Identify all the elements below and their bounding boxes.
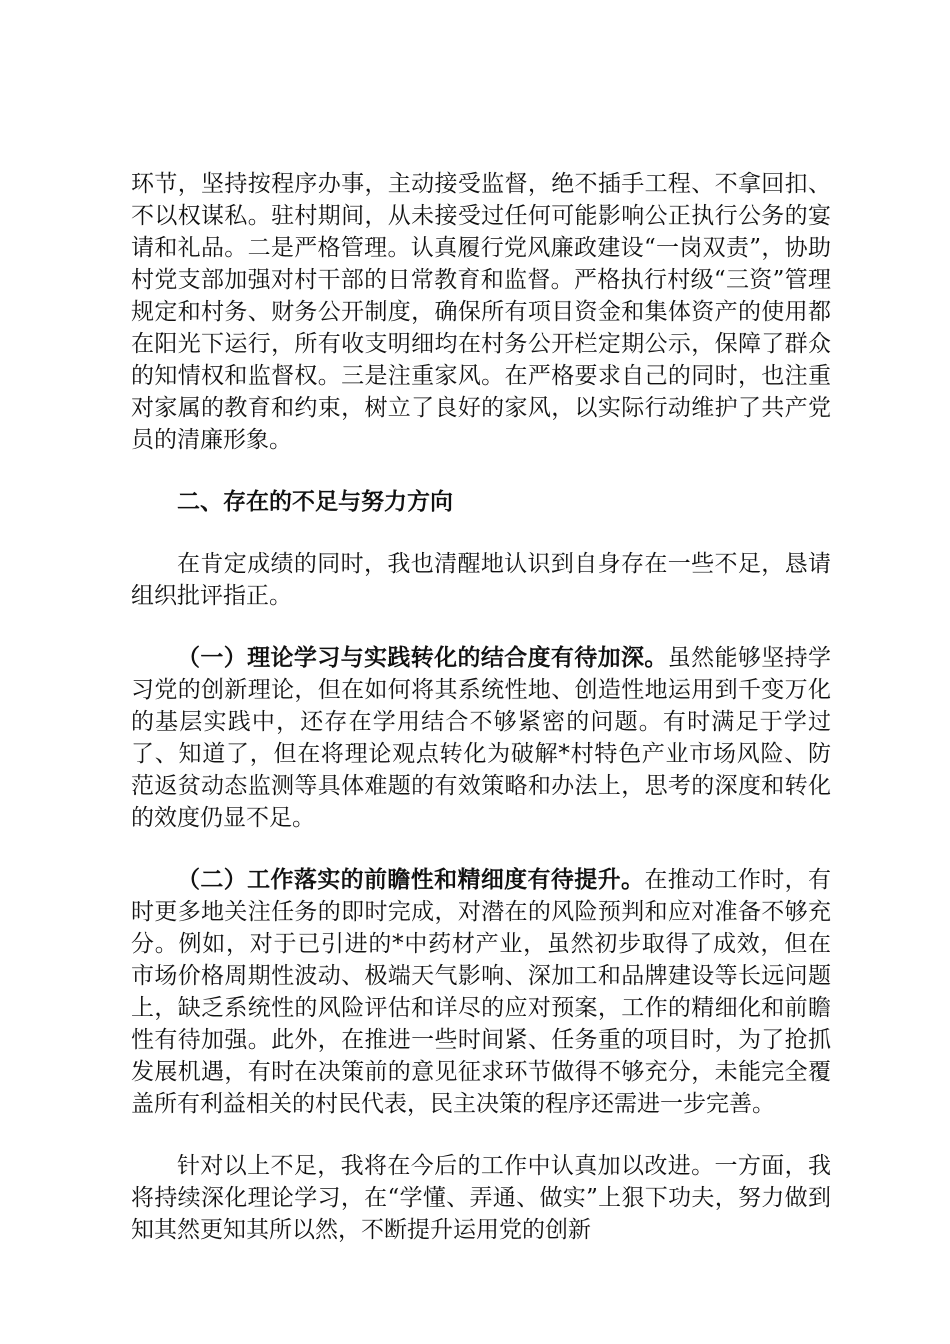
paragraph-integrity-continuation: 环节，坚持按程序办事，主动接受监督，绝不插手工程、不拿回扣、不以权谋私。驻村期间，从未接受过任何可能影响公正执行公务的宴请和礼品。二是严格管理。认真履行党风廉政建设“一岗双责”，协助村党支部加强对村干部的日常教育和监督。严格执行村级“三资”管理规定和村务、财务公开制度，确保所有项目资金和集体资产的使用都在阳光下运行，所有收支明细均在村务公开栏定期公示，保障了群众的知情权和监督权。三是注重家风。在严格要求自己的同时，也注重对家属的教育和约束，树立了良好的家风，以实际行动维护了共产党员的清廉形象。 bbox=[131, 171, 831, 453]
paragraph-improvement-plan: 针对以上不足，我将在今后的工作中认真加以改进。一方面，我将持续深化理论学习，在“学懂、弄通、做实”上狠下功夫，努力做到知其然更知其所以然，不断提升运用党的创新 bbox=[131, 1153, 831, 1243]
shortcoming-item-2 bbox=[131, 864, 831, 1120]
shortcoming-item-2-lead: （二）工作落实的前瞻性和精细度有待提升。 bbox=[177, 867, 645, 893]
document-body bbox=[131, 168, 831, 1276]
shortcoming-item-1 bbox=[131, 642, 831, 834]
shortcoming-item-1-body: 虽然能够坚持学习党的创新理论，但在如何将其系统性地、创造性地运用到千变万化的基层实践中，还存在学用结合不够紧密的问题。有时满足于学过了、知道了，但在将理论观点转化为破解*村特色产业市场风险、防范返贫动态监测等具体难题的有效策略和办法上，思考的深度和转化的效度仍显不足。 bbox=[131, 645, 832, 831]
section-heading: 二、存在的不足与努力方向 bbox=[177, 489, 453, 515]
paragraph-shortcomings-intro: 在肯定成绩的同时，我也清醒地认识到自身存在一些不足，恳请组织批评指正。 bbox=[131, 551, 831, 609]
shortcoming-item-2-body: 在推动工作时，有时更多地关注任务的即时完成，对潜在的风险预判和应对准备不够充分。例如，对于已引进的*中药材产业，虽然初步取得了成效，但在市场价格周期性波动、极端天气影响、深加工和品牌建设等长远问题上，缺乏系统性的风险评估和详尽的应对预案，工作的精细化和前瞻性有待加强。此外，在推进一些时间紧、任务重的项目时，为了抢抓发展机遇，有时在决策前的意见征求环节做得不够充分，未能完全覆盖所有利益相关的村民代表，民主决策的程序还需进一步完善。 bbox=[131, 867, 832, 1117]
shortcoming-item-1-lead: （一）理论学习与实践转化的结合度有待加深。 bbox=[177, 645, 668, 671]
